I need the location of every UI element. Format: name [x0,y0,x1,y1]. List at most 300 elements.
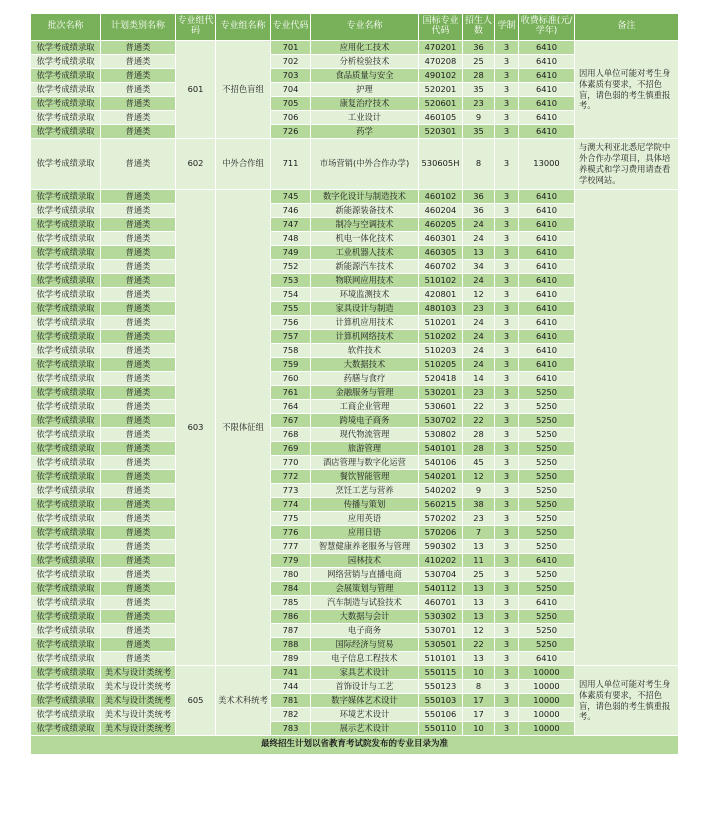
cell-batch: 依学考成绩录取 [31,41,101,55]
cell-batch: 依学考成绩录取 [31,139,101,190]
cell-tuition: 5250 [519,540,575,554]
cell-duration: 3 [495,498,519,512]
cell-duration: 3 [495,414,519,428]
cell-tuition: 5250 [519,568,575,582]
cell-national-code: 540101 [419,442,463,456]
cell-national-code: 460102 [419,190,463,204]
cell-group-code: 601 [176,41,216,139]
cell-batch: 依学考成绩录取 [31,694,101,708]
cell-national-code: 490102 [419,69,463,83]
cell-tuition: 6410 [519,83,575,97]
cell-major-code: 703 [271,69,311,83]
cell-major-name: 应用日语 [311,526,419,540]
cell-batch: 依学考成绩录取 [31,498,101,512]
cell-tuition: 10000 [519,722,575,736]
cell-plan-category: 普通类 [101,610,176,624]
table-row [31,190,679,204]
cell-tuition: 6410 [519,302,575,316]
cell-national-code: 540201 [419,470,463,484]
cell-plan-category: 美术与设计类统考 [101,694,176,708]
cell-national-code: 460701 [419,596,463,610]
header-national-code: 国标专业代码 [419,14,463,41]
cell-tuition: 10000 [519,694,575,708]
cell-remark [575,190,679,666]
cell-duration: 3 [495,554,519,568]
cell-national-code: 530601 [419,400,463,414]
cell-plan-category: 普通类 [101,526,176,540]
cell-plan-category: 普通类 [101,568,176,582]
cell-major-code: 704 [271,83,311,97]
enrollment-plan-table [30,13,679,755]
cell-enrollment: 13 [463,652,495,666]
cell-major-name: 旅游管理 [311,442,419,456]
cell-plan-category: 美术与设计类统考 [101,722,176,736]
cell-plan-category: 普通类 [101,400,176,414]
cell-duration: 3 [495,204,519,218]
cell-tuition: 10000 [519,680,575,694]
cell-major-code: 746 [271,204,311,218]
cell-group-name: 美术术科统考 [216,666,271,736]
cell-duration: 3 [495,125,519,139]
cell-enrollment: 28 [463,428,495,442]
cell-national-code: 590302 [419,540,463,554]
cell-tuition: 6410 [519,190,575,204]
cell-group-name: 不限体征组 [216,190,271,666]
cell-major-code: 706 [271,111,311,125]
cell-major-name: 网络营销与直播电商 [311,568,419,582]
cell-plan-category: 普通类 [101,540,176,554]
cell-plan-category: 普通类 [101,69,176,83]
cell-batch: 依学考成绩录取 [31,218,101,232]
cell-plan-category: 普通类 [101,428,176,442]
cell-major-name: 药膳与食疗 [311,372,419,386]
cell-duration: 3 [495,97,519,111]
cell-duration: 3 [495,288,519,302]
cell-national-code: 460205 [419,218,463,232]
cell-batch: 依学考成绩录取 [31,83,101,97]
cell-plan-category: 普通类 [101,125,176,139]
cell-tuition: 6410 [519,274,575,288]
cell-major-name: 汽车制造与试验技术 [311,596,419,610]
footer-note: 最终招生计划以省教育考试院发布的专业目录为准 [31,736,679,755]
cell-enrollment: 17 [463,694,495,708]
cell-major-code: 787 [271,624,311,638]
cell-enrollment: 23 [463,512,495,526]
cell-major-name: 市场营销(中外合作办学) [311,139,419,190]
cell-duration: 3 [495,568,519,582]
cell-batch: 依学考成绩录取 [31,512,101,526]
cell-batch: 依学考成绩录取 [31,722,101,736]
cell-plan-category: 普通类 [101,386,176,400]
cell-plan-category: 普通类 [101,582,176,596]
cell-group-name: 不招色盲组 [216,41,271,139]
cell-national-code: 540112 [419,582,463,596]
cell-batch: 依学考成绩录取 [31,97,101,111]
cell-plan-category: 普通类 [101,414,176,428]
cell-national-code: 530201 [419,386,463,400]
cell-duration: 3 [495,260,519,274]
cell-major-code: 789 [271,652,311,666]
cell-major-code: 747 [271,218,311,232]
cell-batch: 依学考成绩录取 [31,330,101,344]
cell-batch: 依学考成绩录取 [31,111,101,125]
cell-major-code: 768 [271,428,311,442]
cell-duration: 3 [495,484,519,498]
cell-tuition: 6410 [519,288,575,302]
cell-tuition: 10000 [519,666,575,680]
cell-duration: 3 [495,246,519,260]
cell-national-code: 510203 [419,344,463,358]
cell-batch: 依学考成绩录取 [31,638,101,652]
cell-major-name: 会展策划与管理 [311,582,419,596]
cell-national-code: 550110 [419,722,463,736]
cell-duration: 3 [495,442,519,456]
cell-major-code: 701 [271,41,311,55]
cell-major-code: 745 [271,190,311,204]
cell-major-code: 773 [271,484,311,498]
cell-group-name: 中外合作组 [216,139,271,190]
cell-duration: 3 [495,330,519,344]
cell-enrollment: 24 [463,344,495,358]
cell-tuition: 5250 [519,582,575,596]
cell-national-code: 470208 [419,55,463,69]
cell-national-code: 550106 [419,708,463,722]
cell-major-code: 748 [271,232,311,246]
cell-plan-category: 美术与设计类统考 [101,708,176,722]
cell-remark: 因用人单位可能对考生身体素质有要求，不招色盲，请色弱的考生慎重报考。 [575,41,679,139]
cell-batch: 依学考成绩录取 [31,582,101,596]
cell-plan-category: 普通类 [101,190,176,204]
cell-plan-category: 普通类 [101,288,176,302]
cell-duration: 3 [495,232,519,246]
cell-plan-category: 普通类 [101,218,176,232]
cell-plan-category: 普通类 [101,624,176,638]
cell-national-code: 510101 [419,652,463,666]
cell-plan-category: 美术与设计类统考 [101,666,176,680]
cell-plan-category: 普通类 [101,470,176,484]
cell-enrollment: 12 [463,624,495,638]
cell-duration: 3 [495,638,519,652]
cell-major-name: 新能源汽车技术 [311,260,419,274]
cell-plan-category: 普通类 [101,274,176,288]
cell-duration: 3 [495,596,519,610]
cell-enrollment: 24 [463,330,495,344]
cell-plan-category: 普通类 [101,484,176,498]
cell-major-code: 760 [271,372,311,386]
cell-tuition: 5250 [519,428,575,442]
cell-plan-category: 普通类 [101,554,176,568]
cell-duration: 3 [495,55,519,69]
cell-major-code: 761 [271,386,311,400]
cell-duration: 3 [495,372,519,386]
cell-enrollment: 13 [463,246,495,260]
cell-national-code: 530302 [419,610,463,624]
cell-plan-category: 普通类 [101,246,176,260]
cell-national-code: 480103 [419,302,463,316]
cell-enrollment: 45 [463,456,495,470]
cell-major-code: 788 [271,638,311,652]
cell-major-name: 新能源装备技术 [311,204,419,218]
header-duration: 学制 [495,14,519,41]
cell-tuition: 5250 [519,498,575,512]
cell-national-code: 510202 [419,330,463,344]
cell-plan-category: 普通类 [101,302,176,316]
cell-batch: 依学考成绩录取 [31,344,101,358]
cell-major-name: 物联网应用技术 [311,274,419,288]
cell-major-name: 金融服务与管理 [311,386,419,400]
cell-national-code: 540202 [419,484,463,498]
cell-duration: 3 [495,41,519,55]
cell-tuition: 5250 [519,624,575,638]
cell-duration: 3 [495,190,519,204]
cell-enrollment: 12 [463,288,495,302]
cell-major-code: 726 [271,125,311,139]
cell-duration: 3 [495,386,519,400]
cell-duration: 3 [495,582,519,596]
cell-major-code: 786 [271,610,311,624]
cell-national-code: 510102 [419,274,463,288]
cell-major-code: 711 [271,139,311,190]
cell-batch: 依学考成绩录取 [31,125,101,139]
cell-major-name: 国际经济与贸易 [311,638,419,652]
cell-plan-category: 普通类 [101,358,176,372]
cell-national-code: 550115 [419,666,463,680]
cell-enrollment: 35 [463,125,495,139]
cell-plan-category: 普通类 [101,55,176,69]
cell-national-code: 460204 [419,204,463,218]
header-batch: 批次名称 [31,14,101,41]
cell-duration: 3 [495,139,519,190]
cell-enrollment: 11 [463,554,495,568]
cell-remark: 与澳大利亚北悉尼学院中外合作办学项目，具体培养模式和学习费用请查看学校网站。 [575,139,679,190]
cell-enrollment: 24 [463,232,495,246]
cell-tuition: 5250 [519,400,575,414]
cell-enrollment: 7 [463,526,495,540]
cell-enrollment: 36 [463,190,495,204]
cell-enrollment: 35 [463,83,495,97]
cell-duration: 3 [495,652,519,666]
cell-national-code: 530501 [419,638,463,652]
cell-plan-category: 普通类 [101,260,176,274]
cell-national-code: 530802 [419,428,463,442]
cell-duration: 3 [495,400,519,414]
cell-major-name: 环境艺术设计 [311,708,419,722]
cell-plan-category: 普通类 [101,41,176,55]
cell-enrollment: 13 [463,540,495,554]
cell-tuition: 6410 [519,41,575,55]
cell-enrollment: 22 [463,414,495,428]
table-body [31,41,679,736]
enrollment-plan-table-wrapper [30,13,678,755]
cell-major-code: 767 [271,414,311,428]
cell-plan-category: 普通类 [101,111,176,125]
cell-major-name: 餐饮智能管理 [311,470,419,484]
cell-national-code: 530605H [419,139,463,190]
cell-duration: 3 [495,512,519,526]
cell-major-code: 757 [271,330,311,344]
cell-major-code: 702 [271,55,311,69]
cell-major-code: 741 [271,666,311,680]
cell-batch: 依学考成绩录取 [31,708,101,722]
cell-batch: 依学考成绩录取 [31,596,101,610]
header-group-name: 专业组名称 [216,14,271,41]
cell-plan-category: 普通类 [101,652,176,666]
cell-duration: 3 [495,358,519,372]
cell-enrollment: 36 [463,41,495,55]
cell-plan-category: 普通类 [101,372,176,386]
cell-tuition: 6410 [519,344,575,358]
cell-batch: 依学考成绩录取 [31,316,101,330]
cell-tuition: 5250 [519,512,575,526]
cell-enrollment: 34 [463,260,495,274]
cell-major-code: 770 [271,456,311,470]
cell-major-code: 776 [271,526,311,540]
cell-national-code: 520301 [419,125,463,139]
cell-major-name: 工业设计 [311,111,419,125]
cell-plan-category: 普通类 [101,83,176,97]
cell-major-name: 工商企业管理 [311,400,419,414]
cell-national-code: 520601 [419,97,463,111]
cell-major-code: 780 [271,568,311,582]
cell-national-code: 510205 [419,358,463,372]
cell-tuition: 6410 [519,97,575,111]
cell-tuition: 6410 [519,246,575,260]
cell-major-code: 782 [271,708,311,722]
cell-batch: 依学考成绩录取 [31,55,101,69]
header-plan-category: 计划类别名称 [101,14,176,41]
cell-tuition: 10000 [519,708,575,722]
cell-enrollment: 25 [463,55,495,69]
cell-duration: 3 [495,83,519,97]
cell-major-name: 药学 [311,125,419,139]
table-row [31,139,679,190]
cell-major-code: 783 [271,722,311,736]
cell-national-code: 530701 [419,624,463,638]
cell-duration: 3 [495,708,519,722]
cell-enrollment: 28 [463,442,495,456]
cell-major-name: 传播与策划 [311,498,419,512]
cell-major-name: 应用英语 [311,512,419,526]
header-tuition: 收费标准(元/学年) [519,14,575,41]
cell-tuition: 6410 [519,316,575,330]
cell-group-code: 605 [176,666,216,736]
cell-tuition: 5250 [519,638,575,652]
cell-tuition: 6410 [519,260,575,274]
cell-major-name: 软件技术 [311,344,419,358]
cell-plan-category: 美术与设计类统考 [101,680,176,694]
cell-enrollment: 22 [463,638,495,652]
cell-batch: 依学考成绩录取 [31,470,101,484]
cell-duration: 3 [495,540,519,554]
cell-enrollment: 13 [463,610,495,624]
cell-major-name: 数字化设计与制造技术 [311,190,419,204]
cell-group-code: 603 [176,190,216,666]
cell-batch: 依学考成绩录取 [31,232,101,246]
cell-major-code: 759 [271,358,311,372]
cell-batch: 依学考成绩录取 [31,526,101,540]
cell-enrollment: 25 [463,568,495,582]
cell-tuition: 5250 [519,484,575,498]
cell-national-code: 460702 [419,260,463,274]
cell-duration: 3 [495,316,519,330]
cell-batch: 依学考成绩录取 [31,372,101,386]
cell-major-code: 777 [271,540,311,554]
cell-major-name: 酒店管理与数字化运营 [311,456,419,470]
cell-national-code: 510201 [419,316,463,330]
cell-tuition: 5250 [519,470,575,484]
cell-batch: 依学考成绩录取 [31,652,101,666]
cell-national-code: 520201 [419,83,463,97]
cell-major-code: 749 [271,246,311,260]
cell-tuition: 5250 [519,442,575,456]
cell-batch: 依学考成绩录取 [31,680,101,694]
cell-major-code: 705 [271,97,311,111]
cell-major-name: 智慧健康养老服务与管理 [311,540,419,554]
cell-enrollment: 9 [463,484,495,498]
cell-major-code: 779 [271,554,311,568]
cell-tuition: 5250 [519,526,575,540]
cell-major-name: 环境监测技术 [311,288,419,302]
cell-plan-category: 普通类 [101,498,176,512]
cell-duration: 3 [495,111,519,125]
cell-major-code: 755 [271,302,311,316]
cell-tuition: 5250 [519,414,575,428]
cell-major-name: 计算机应用技术 [311,316,419,330]
cell-national-code: 540106 [419,456,463,470]
cell-national-code: 520418 [419,372,463,386]
cell-major-name: 数字媒体艺术设计 [311,694,419,708]
cell-enrollment: 9 [463,111,495,125]
cell-batch: 依学考成绩录取 [31,274,101,288]
cell-national-code: 570202 [419,512,463,526]
cell-batch: 依学考成绩录取 [31,246,101,260]
cell-national-code: 560215 [419,498,463,512]
cell-major-name: 机电一体化技术 [311,232,419,246]
cell-enrollment: 13 [463,582,495,596]
cell-tuition: 5250 [519,386,575,400]
cell-national-code: 550123 [419,680,463,694]
cell-plan-category: 普通类 [101,638,176,652]
cell-enrollment: 24 [463,274,495,288]
cell-national-code: 550103 [419,694,463,708]
cell-national-code: 530702 [419,414,463,428]
cell-national-code: 460301 [419,232,463,246]
cell-tuition: 6410 [519,554,575,568]
cell-enrollment: 8 [463,139,495,190]
cell-major-name: 分析检验技术 [311,55,419,69]
cell-batch: 依学考成绩录取 [31,456,101,470]
cell-plan-category: 普通类 [101,232,176,246]
cell-duration: 3 [495,680,519,694]
cell-major-name: 园林技术 [311,554,419,568]
cell-plan-category: 普通类 [101,456,176,470]
cell-enrollment: 17 [463,708,495,722]
cell-batch: 依学考成绩录取 [31,288,101,302]
table-row [31,41,679,55]
cell-tuition: 6410 [519,596,575,610]
cell-major-name: 电子商务 [311,624,419,638]
cell-enrollment: 8 [463,680,495,694]
cell-national-code: 410202 [419,554,463,568]
cell-major-code: 772 [271,470,311,484]
header-remarks: 备注 [575,14,679,41]
cell-enrollment: 12 [463,470,495,484]
cell-duration: 3 [495,344,519,358]
cell-batch: 依学考成绩录取 [31,568,101,582]
cell-batch: 依学考成绩录取 [31,428,101,442]
cell-tuition: 6410 [519,232,575,246]
cell-enrollment: 24 [463,358,495,372]
